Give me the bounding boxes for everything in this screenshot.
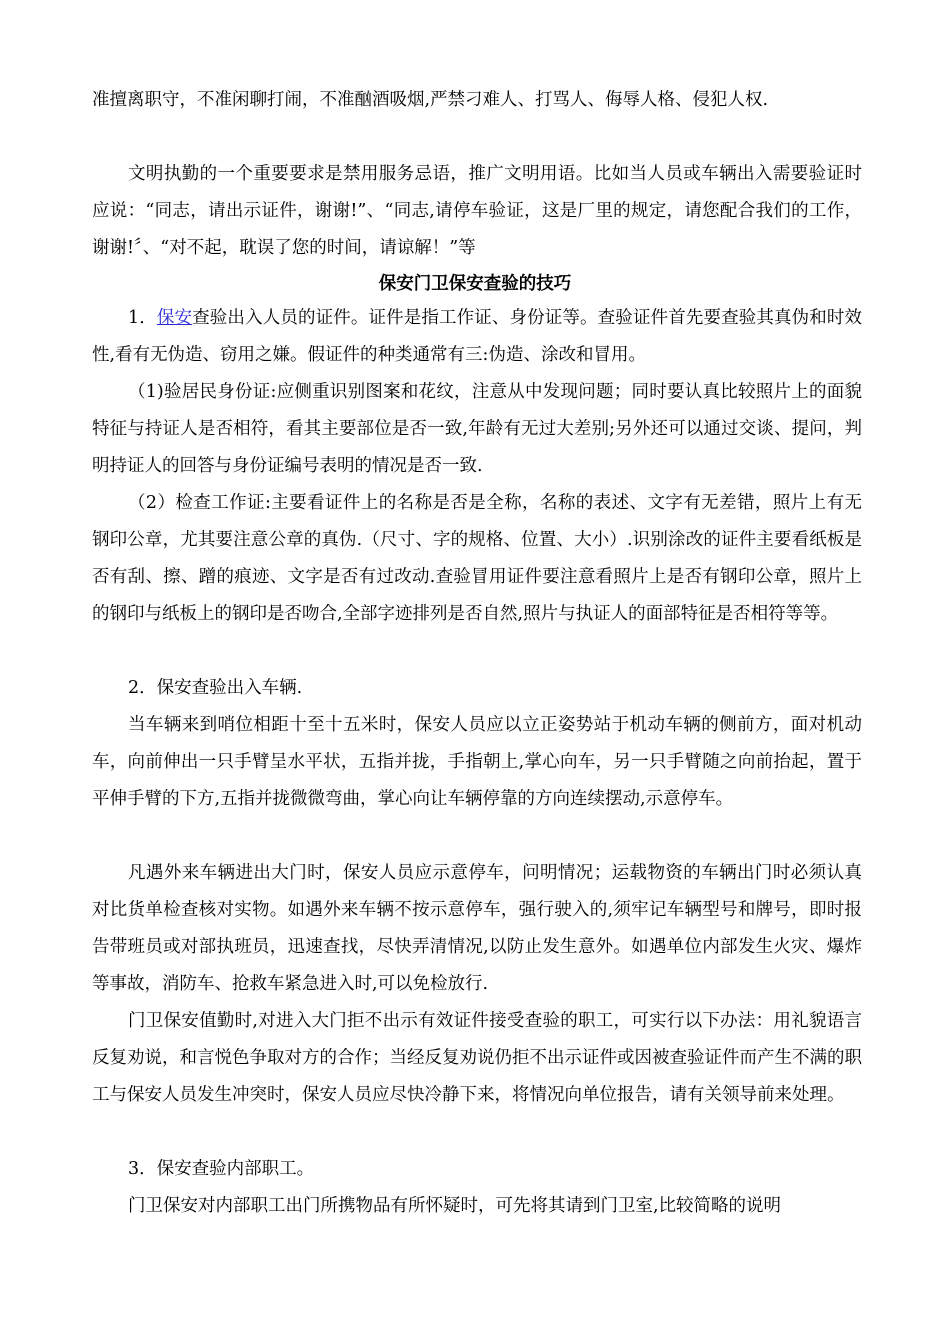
paragraph-staff-items: 门卫保安对内部职工出门所携物品有所怀疑时，可先将其请到门卫室,比较简略的说明 [128, 1196, 782, 1216]
paragraph-outside-vehicles: 凡遇外来车辆进出大门时，保安人员应示意停车，问明情况；运载物资的车辆出门时必须认真对比货单检查核对实物。如遇外来车辆不按示意停车，强行驶入的,须牢记车辆型号和牌号，即时报告带班员或对部执班员，迅速查找，尽快弄清情况,以防止发生意外。如遇单位内部发生火灾、爆炸等事故，消防车、抢救车紧急进入时,可以免检放行. [92, 863, 862, 994]
paragraph-check-staff-heading: 3．保安查验内部职工。 [128, 1159, 315, 1179]
section-title: 保安门卫保安查验的技巧 [378, 274, 572, 294]
item-number: 1． [128, 308, 157, 328]
paragraph-refusal-handling: 门卫保安值勤时,对进入大门拒不出示有效证件接受查验的职工，可实行以下办法：用礼貌语言反复劝说，和言悦色争取对方的合作；当经反复劝说仍拒不出示证件或因被查验证件而产生不满的职工与保安人员发生冲突时，保安人员应尽快冷静下来，将情况向单位报告，请有关领导前来处理。 [92, 1011, 862, 1105]
paragraph-check-vehicles-heading: 2．保安查验出入车辆. [128, 678, 303, 698]
paragraph-check-id [92, 300, 862, 374]
paragraph-civil-language: 文明执勤的一个重要要求是禁用服务忌语，推广文明用语。比如当人员或车辆出入需要验证时应说：“同志，请出示证件，谢谢!”、“同志,请停车验证，这是厂里的规定，请您配合我们的工作，谢谢!〞、“对不起，耽误了您的时间，请谅解！”等 [92, 164, 862, 258]
paragraph-duty-rules: 准擅离职守，不准闲聊打闹，不准酗酒吸烟,严禁刁难人、打骂人、侮辱人格、侵犯人权. [92, 90, 769, 110]
paragraph-work-permit: （2）检查工作证:主要看证件上的名称是否是全称，名称的表述、文字有无差错，照片上有无钢印公章，尤其要注意公章的真伪.（尺寸、字的规格、位置、大小）.识别涂改的证件主要看纸板是否有刮、擦、蹭的痕迹、文字是否有过改动.查验冒用证件要注意看照片上是否有钢印公章，照片上的钢印与纸板上的钢印是否吻合,全部字迹排列是否自然,照片与执证人的面部特征是否相符等等。 [92, 493, 862, 624]
paragraph-text: 查验出入人员的证件。证件是指工作证、身份证等。查验证件首先要查验其真伪和时效性,看有无伪造、窃用之嫌。假证件的种类通常有三:伪造、涂改和冒用。 [92, 308, 863, 365]
paragraph-resident-id: （1)验居民身份证:应侧重识别图案和花纹，注意从中发现问题；同时要认真比较照片上的面貌特征与持证人是否相符，看其主要部位是否一致,年龄有无过大差别;另外还可以通过交谈、提问，判明持证人的回答与身份证编号表明的情况是否一致. [92, 382, 862, 476]
security-link[interactable]: 保安 [156, 308, 193, 328]
paragraph-stop-signal: 当车辆来到哨位相距十至十五米时，保安人员应以立正姿势站于机动车辆的侧前方，面对机动车，向前伸出一只手臂呈水平状，五指并拢，手指朝上,掌心向车，另一只手臂随之向前抬起，置于平伸手臂的下方,五指并拢微微弯曲，掌心向让车辆停靠的方向连续摆动,示意停车。 [92, 715, 862, 809]
